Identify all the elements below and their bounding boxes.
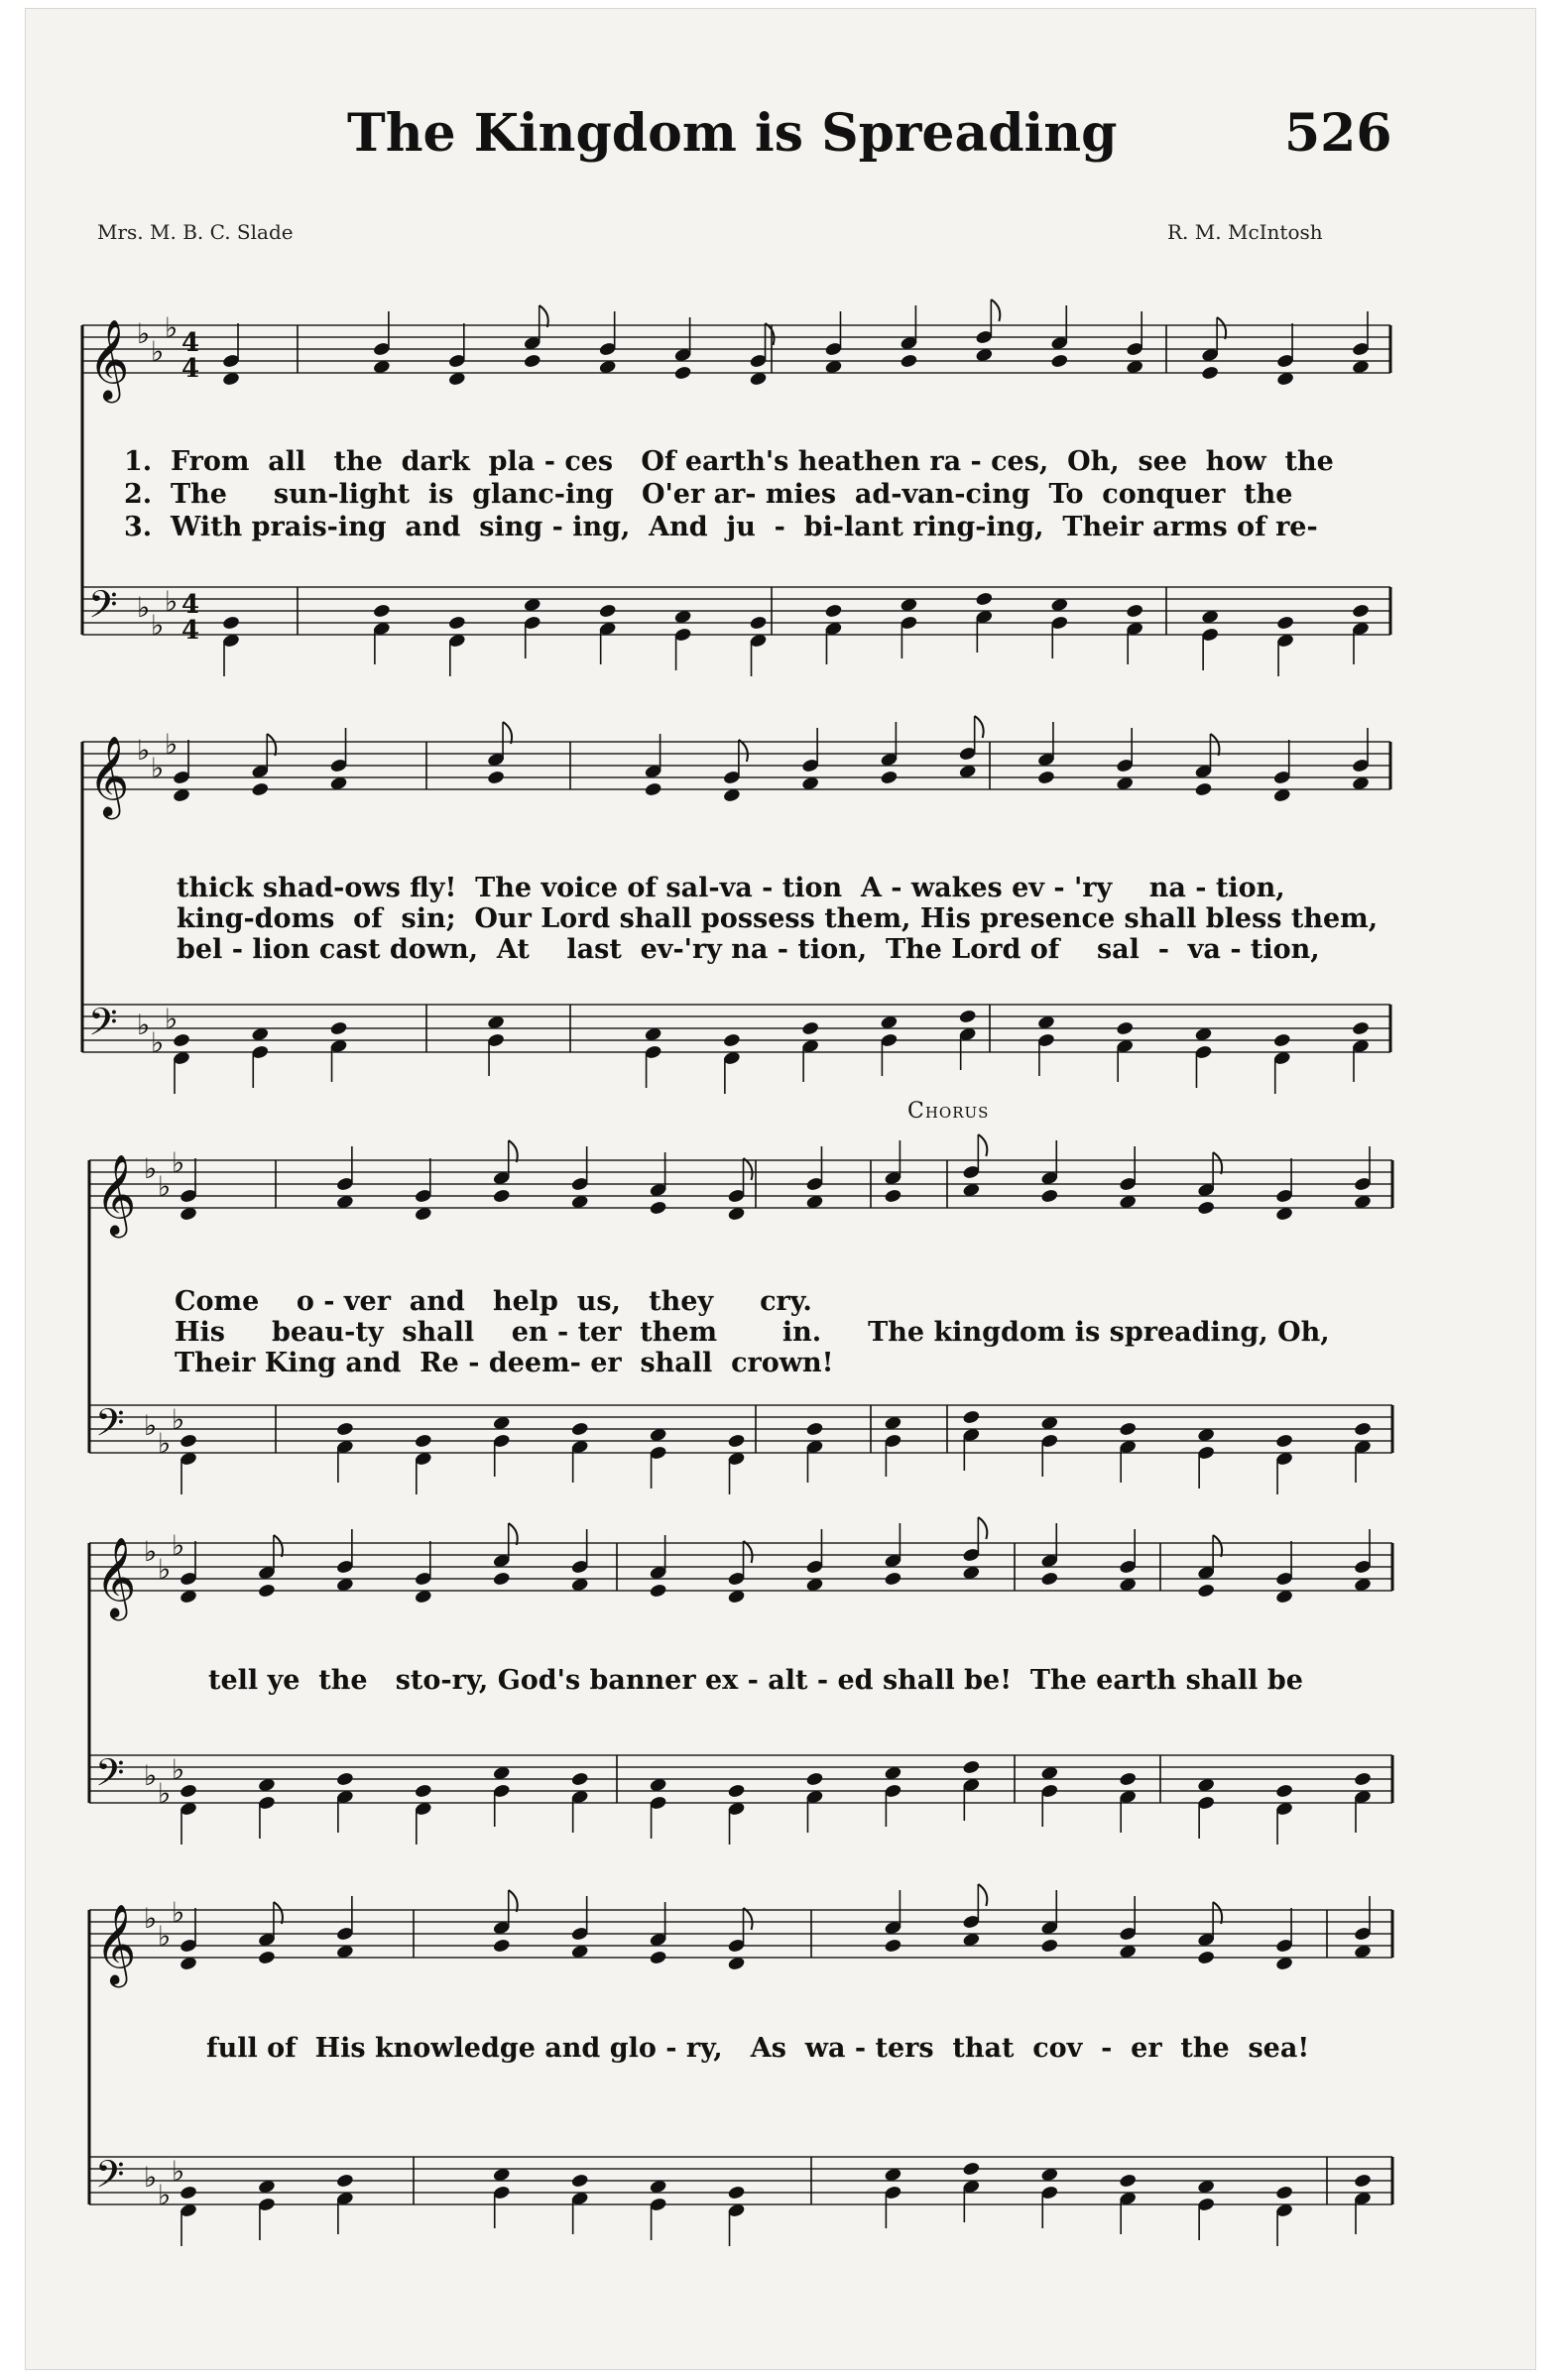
flat-icon: ♭ xyxy=(158,1427,172,1460)
note-head xyxy=(1354,2173,1373,2189)
note-head xyxy=(251,781,270,797)
note-head xyxy=(1037,770,1056,785)
note-head xyxy=(1354,1771,1373,1787)
note-head xyxy=(1119,1771,1138,1787)
flat-icon: ♭ xyxy=(158,2179,172,2211)
note-flag xyxy=(978,1884,987,1906)
note-head xyxy=(805,1771,824,1787)
treble-clef-icon: 𝄞 xyxy=(88,735,130,816)
flat-icon: ♭ xyxy=(172,2155,185,2188)
note-flag xyxy=(1213,1152,1222,1174)
note-flag xyxy=(978,1134,987,1156)
flat-icon: ♭ xyxy=(144,1409,158,1442)
note-head xyxy=(1119,1421,1138,1437)
note-flag xyxy=(1213,1902,1222,1924)
note-head xyxy=(1201,365,1220,381)
note-head xyxy=(447,615,466,631)
lyric-line: king-doms of sin; Our Lord shall possess them, His presence shall bless them, xyxy=(177,903,1379,934)
note-flag xyxy=(744,1541,753,1563)
flat-icon: ♭ xyxy=(165,1003,179,1035)
note-head xyxy=(884,1571,902,1587)
note-flag xyxy=(991,299,1000,321)
bass-clef-icon: 𝄢 xyxy=(88,1000,118,1053)
flat-icon: ♭ xyxy=(172,1896,185,1929)
flat-icon: ♭ xyxy=(144,2161,158,2194)
flat-icon: ♭ xyxy=(158,1170,172,1203)
note-head xyxy=(1352,603,1371,619)
flat-icon: ♭ xyxy=(151,609,165,642)
lyric-line: 1. From all the dark pla - ces Of earth's heathen ra - ces, Oh, see how the xyxy=(124,446,1334,477)
lyric-line: tell ye the sto-ry, God's banner ex - alt - ed shall be! The earth shall be xyxy=(208,1665,1303,1696)
note-head xyxy=(1197,1200,1216,1216)
time-signature-top: 4 xyxy=(181,590,200,620)
note-head xyxy=(1352,1020,1371,1036)
note-head xyxy=(962,1409,981,1425)
bass-clef-icon: 𝄢 xyxy=(95,2152,125,2205)
chorus-label: Chorus xyxy=(907,1099,990,1124)
note-head xyxy=(1050,353,1069,369)
note-head xyxy=(1126,603,1144,619)
note-head xyxy=(335,1421,354,1437)
note-head xyxy=(884,1938,902,1954)
lyric-line: full of His knowledge and glo - ry, As wa - ters that cov - er the sea! xyxy=(206,2033,1310,2064)
lyric-line: His beau-ty shall en - ter them in. The kingdom is spreading, Oh, xyxy=(175,1317,1330,1348)
note-flag xyxy=(744,1908,753,1930)
note-head xyxy=(962,2161,981,2177)
flat-icon: ♭ xyxy=(151,335,165,368)
flat-icon: ♭ xyxy=(165,585,179,618)
note-head xyxy=(1275,1783,1294,1799)
flat-icon: ♭ xyxy=(137,734,151,767)
note-head xyxy=(1275,2185,1294,2201)
flat-icon: ♭ xyxy=(158,1777,172,1810)
note-head xyxy=(570,1771,589,1787)
composer-credit: R. M. McIntosh xyxy=(1167,220,1323,244)
note-flag xyxy=(739,740,748,762)
note-head xyxy=(649,1200,667,1216)
flat-icon: ♭ xyxy=(137,317,151,350)
note-head xyxy=(880,770,899,785)
flat-icon: ♭ xyxy=(165,728,179,761)
note-head xyxy=(805,1421,824,1437)
note-head xyxy=(258,1583,277,1599)
bass-clef-icon: 𝄢 xyxy=(95,1750,125,1804)
note-flag xyxy=(766,323,775,345)
lyric-line: Come o - ver and help us, they cry. xyxy=(175,1286,812,1317)
note-head xyxy=(258,1950,277,1965)
note-flag xyxy=(274,1902,283,1924)
note-head xyxy=(329,1020,348,1036)
flat-icon: ♭ xyxy=(144,1535,158,1568)
note-head xyxy=(958,1009,977,1024)
note-head xyxy=(722,1032,741,1048)
note-head xyxy=(975,591,994,607)
flat-icon: ♭ xyxy=(151,1026,165,1059)
note-flag xyxy=(978,1517,987,1539)
note-head xyxy=(900,353,918,369)
flat-icon: ♭ xyxy=(137,1009,151,1041)
note-head xyxy=(570,2173,589,2189)
flat-icon: ♭ xyxy=(144,1902,158,1935)
note-head xyxy=(1040,1188,1059,1204)
note-head xyxy=(824,603,843,619)
note-head xyxy=(801,1020,820,1036)
time-signature-bottom: 4 xyxy=(181,354,200,384)
note-flag xyxy=(744,1158,753,1180)
note-flag xyxy=(274,1535,283,1557)
note-head xyxy=(649,1583,667,1599)
note-flag xyxy=(509,1890,518,1912)
lyric-line: Their King and Re - deem- er shall crown! xyxy=(175,1348,834,1378)
note-head xyxy=(492,1188,511,1204)
flat-icon: ♭ xyxy=(158,1553,172,1586)
lyricist-credit: Mrs. M. B. C. Slade xyxy=(97,220,294,244)
note-head xyxy=(1275,1433,1294,1449)
treble-clef-icon: 𝄞 xyxy=(95,1153,137,1235)
note-head xyxy=(414,1783,432,1799)
note-head xyxy=(1197,1950,1216,1965)
note-head xyxy=(570,1421,589,1437)
note-head xyxy=(649,1950,667,1965)
bass-clef-icon: 𝄢 xyxy=(95,1400,125,1454)
note-head xyxy=(335,2173,354,2189)
treble-clef-icon: 𝄞 xyxy=(95,1903,137,1984)
note-head xyxy=(598,603,617,619)
flat-icon: ♭ xyxy=(165,311,179,344)
flat-icon: ♭ xyxy=(144,1152,158,1185)
flat-icon: ♭ xyxy=(158,1920,172,1953)
flat-icon: ♭ xyxy=(172,1753,185,1786)
note-head xyxy=(962,1759,981,1775)
note-head xyxy=(1276,615,1295,631)
lyric-line: 3. With prais-ing and sing - ing, And ju - bi-lant ring-ing, Their arms of re- xyxy=(124,512,1318,542)
note-head xyxy=(492,1571,511,1587)
note-flag xyxy=(503,722,512,744)
note-flag xyxy=(975,716,984,738)
note-head xyxy=(1194,781,1213,797)
note-flag xyxy=(1213,1535,1222,1557)
flat-icon: ♭ xyxy=(172,1146,185,1179)
note-head xyxy=(727,2185,746,2201)
note-head xyxy=(492,1938,511,1954)
note-head xyxy=(414,1433,432,1449)
treble-clef-icon: 𝄞 xyxy=(88,318,130,400)
note-flag xyxy=(540,305,548,327)
treble-clef-icon: 𝄞 xyxy=(95,1536,137,1617)
note-head xyxy=(727,1433,746,1449)
flat-icon: ♭ xyxy=(172,1403,185,1436)
note-head xyxy=(1197,1583,1216,1599)
note-head xyxy=(372,603,391,619)
note-head xyxy=(1272,1032,1291,1048)
note-head xyxy=(884,1188,902,1204)
flat-icon: ♭ xyxy=(172,1529,185,1562)
note-flag xyxy=(267,734,276,756)
note-head xyxy=(1040,1571,1059,1587)
lyric-line: thick shad-ows fly! The voice of sal-va - tion A - wakes ev - 'ry na - tion, xyxy=(177,873,1285,903)
note-head xyxy=(727,1783,746,1799)
lyric-line: 2. The sun-light is glanc-ing O'er ar- mies ad-van-cing To conquer the xyxy=(124,479,1293,510)
flat-icon: ♭ xyxy=(151,752,165,784)
note-head xyxy=(1119,2173,1138,2189)
time-signature-top: 4 xyxy=(181,328,200,358)
hymn-number: 526 xyxy=(1284,103,1392,164)
note-head xyxy=(523,353,541,369)
note-flag xyxy=(1210,734,1219,756)
note-head xyxy=(1116,1020,1135,1036)
note-flag xyxy=(509,1140,518,1162)
note-flag xyxy=(509,1523,518,1545)
flat-icon: ♭ xyxy=(137,591,151,624)
note-head xyxy=(749,615,768,631)
note-head xyxy=(487,770,506,785)
hymn-title: The Kingdom is Spreading xyxy=(347,103,1118,164)
note-head xyxy=(222,615,241,631)
note-head xyxy=(673,365,692,381)
bass-clef-icon: 𝄢 xyxy=(88,582,118,636)
note-flag xyxy=(1217,317,1226,339)
flat-icon: ♭ xyxy=(144,1759,158,1792)
note-head xyxy=(644,781,662,797)
note-head xyxy=(1040,1938,1059,1954)
note-head xyxy=(1354,1421,1373,1437)
note-head xyxy=(335,1771,354,1787)
time-signature-bottom: 4 xyxy=(181,616,200,646)
lyric-line: bel - lion cast down, At last ev-'ry na - tion, The Lord of sal - va - tion, xyxy=(177,934,1320,965)
